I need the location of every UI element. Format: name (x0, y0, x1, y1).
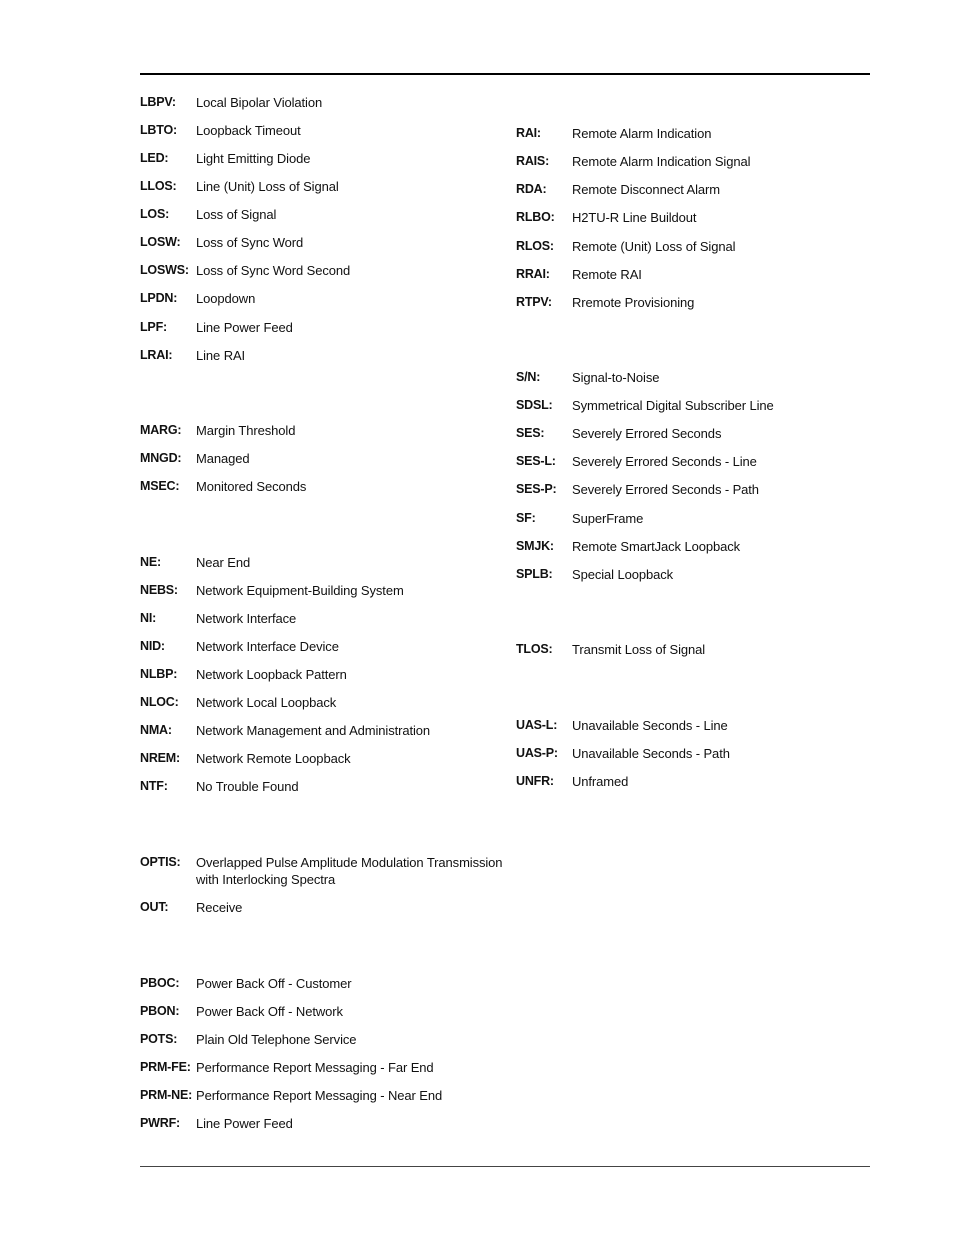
term: LOSWS: (140, 263, 189, 277)
term: LPDN: (140, 291, 178, 305)
definition: Line RAI (196, 348, 246, 363)
definition: Line (Unit) Loss of Signal (196, 179, 339, 194)
term: NMA: (140, 723, 172, 737)
definition: Local Bipolar Violation (196, 95, 323, 110)
term: PWRF: (140, 1116, 180, 1130)
definition: Remote (Unit) Loss of Signal (572, 239, 736, 254)
term: RAIS: (516, 154, 550, 168)
term: NID: (140, 639, 165, 653)
definition: Network Loopback Pattern (196, 667, 347, 682)
term: NREM: (140, 751, 180, 765)
term: LBTO: (140, 123, 177, 137)
term: UAS-P: (516, 746, 558, 760)
definition: Transmit Loss of Signal (572, 642, 706, 657)
term: LOS: (140, 207, 170, 221)
term: RLOS: (516, 239, 554, 253)
term: UAS-L: (516, 718, 558, 732)
term: SF: (516, 511, 536, 525)
term: SES-L: (516, 454, 556, 468)
term: NE: (140, 555, 161, 569)
definition: Remote SmartJack Loopback (572, 539, 741, 554)
definition: Receive (196, 900, 243, 915)
header-rule (140, 73, 870, 75)
definition: Symmetrical Digital Subscriber Line (572, 398, 774, 413)
definition: Remote Alarm Indication (572, 126, 712, 141)
definition: Remote Disconnect Alarm (572, 182, 720, 197)
definition: Margin Threshold (196, 423, 296, 438)
definition: Managed (196, 451, 250, 466)
definition: H2TU-R Line Buildout (572, 210, 697, 225)
definition: Unavailable Seconds - Line (572, 718, 728, 733)
definition: Overlapped Pulse Amplitude Modulation Transmission with Interlocking Spectra (196, 855, 503, 887)
term: LLOS: (140, 179, 177, 193)
term: SDSL: (516, 398, 553, 412)
definition: Unavailable Seconds - Path (572, 746, 730, 761)
term: NLOC: (140, 695, 179, 709)
term: LED: (140, 151, 169, 165)
term: OPTIS: (140, 855, 181, 869)
term: PRM-FE: (140, 1060, 191, 1074)
term: MNGD: (140, 451, 182, 465)
term: TLOS: (516, 642, 553, 656)
term: SES: (516, 426, 545, 440)
definition: Performance Report Messaging - Near End (196, 1088, 443, 1103)
definition: Network Local Loopback (196, 695, 337, 710)
definition: SuperFrame (572, 511, 644, 526)
definition: Network Equipment-Building System (196, 583, 404, 598)
term: RDA: (516, 182, 547, 196)
term: MARG: (140, 423, 182, 437)
definition: Network Interface (196, 611, 297, 626)
definition: Unframed (572, 774, 629, 789)
term: NEBS: (140, 583, 178, 597)
term: MSEC: (140, 479, 180, 493)
term: LOSW: (140, 235, 181, 249)
term: SES-P: (516, 482, 557, 496)
term: SMJK: (516, 539, 554, 553)
definition: Plain Old Telephone Service (196, 1032, 357, 1047)
term: S/N: (516, 370, 541, 384)
footer-rule (140, 1166, 870, 1167)
term: PBOC: (140, 976, 180, 990)
definition: Signal-to-Noise (572, 370, 660, 385)
definition: Severely Errored Seconds - Path (572, 482, 759, 497)
term: RTPV: (516, 295, 552, 309)
definition: Remote RAI (572, 267, 642, 282)
term: PRM-NE: (140, 1088, 193, 1102)
definition: Network Management and Administration (196, 723, 431, 738)
term: RAI: (516, 126, 541, 140)
definition: Performance Report Messaging - Far End (196, 1060, 434, 1075)
definition: Power Back Off - Network (196, 1004, 343, 1019)
term: POTS: (140, 1032, 178, 1046)
term: NLBP: (140, 667, 178, 681)
term: RRAI: (516, 267, 550, 281)
term: PBON: (140, 1004, 180, 1018)
term: LBPV: (140, 95, 176, 109)
definition: Loss of Sync Word (196, 235, 304, 250)
term: OUT: (140, 900, 169, 914)
definition: Loss of Signal (196, 207, 277, 222)
definition: Loopdown (196, 291, 256, 306)
definition: No Trouble Found (196, 779, 299, 794)
definition: Power Back Off - Customer (196, 976, 352, 991)
term: LRAI: (140, 348, 173, 362)
definition: Near End (196, 555, 251, 570)
definition: Loss of Sync Word Second (196, 263, 351, 278)
definition: Severely Errored Seconds - Line (572, 454, 757, 469)
definition: Rremote Provisioning (572, 295, 695, 310)
term: LPF: (140, 320, 167, 334)
definition: Severely Errored Seconds (572, 426, 722, 441)
definition: Network Remote Loopback (196, 751, 351, 766)
term: NTF: (140, 779, 168, 793)
definition: Line Power Feed (196, 320, 293, 335)
definition: Special Loopback (572, 567, 674, 582)
definition: Remote Alarm Indication Signal (572, 154, 751, 169)
definition: Loopback Timeout (196, 123, 301, 138)
term: UNFR: (516, 774, 554, 788)
term: RLBO: (516, 210, 555, 224)
term: NI: (140, 611, 157, 625)
definition: Line Power Feed (196, 1116, 293, 1131)
definition: Monitored Seconds (196, 479, 307, 494)
term: SPLB: (516, 567, 553, 581)
definition: Light Emitting Diode (196, 151, 311, 166)
definition: Network Interface Device (196, 639, 339, 654)
